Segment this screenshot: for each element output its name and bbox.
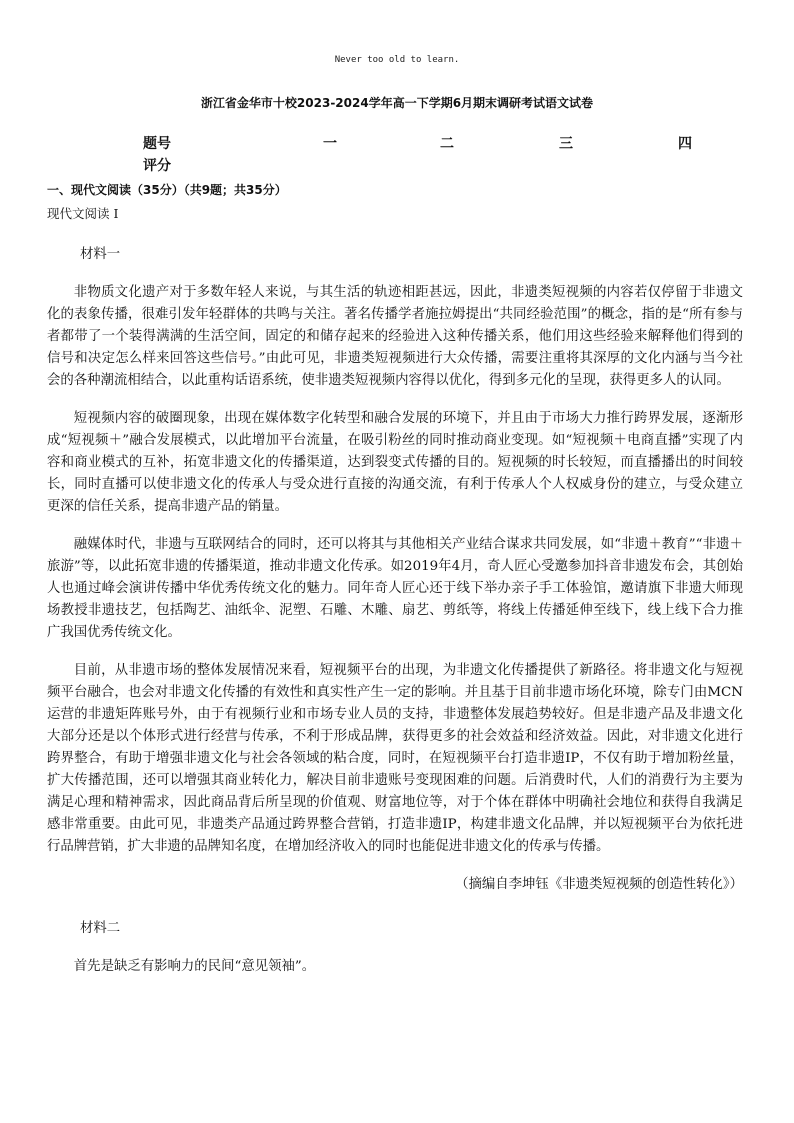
reading-content — [47, 228, 743, 978]
material-2-label: 材料二 — [80, 921, 121, 936]
material-1-label: 材料一 — [80, 247, 121, 262]
page-motto: Never too old to learn. — [334, 55, 460, 65]
question-number-row — [143, 133, 703, 155]
material-1-paragraph: 融媒体时代，非遗与互联网结合的同时，还可以将其与其他相关产业结合谋求共同发展，如“非遗＋教育”“非遗＋旅游”等，以此拓宽非遗的传播渠道，推动非遗文化传承。如2019年4月，奇人匠心受邀参加抖音非遗发布会，其创始人也通过峰会演讲传播中华优秀传统文化的魅力。同年奇人匠心还于线下举办亲子手工体验馆，邀请旗下非遗大师现场教授非遗技艺，包括陶艺、油纸伞、泥塑、石雕、木雕、扇艺、剪纸等，将线上传播延伸至线下，线上线下合力推广我国优秀传统文化。 — [47, 537, 743, 640]
material-1-source: （摘编自李坤钰《非遗类短视频的创造性转化》） — [455, 877, 743, 892]
column-3-label: 三 — [559, 136, 573, 152]
section-subheading: 现代文阅读 I — [47, 206, 119, 221]
score-row — [143, 155, 703, 177]
score-table — [143, 133, 703, 177]
exam-title: 浙江省金华市十校2023-2024学年高一下学期6月期末调研考试语文试卷 — [200, 96, 594, 110]
column-4-label: 四 — [678, 136, 692, 152]
material-1-paragraph: 短视频内容的破圈现象，出现在媒体数字化转型和融合发展的环境下，并且由于市场大力推行跨界发展，逐渐形成“短视频＋”融合发展模式，以此增加平台流量，在吸引粉丝的同时推动商业变现。如“短视频＋电商直播”实现了内容和商业模式的互补，拓宽非遗文化的传播渠道，达到裂变式传播的目的。短视频的时长较短，而直播播出的时间较长，同时直播可以使非遗文化的传承人与受众进行直接的沟通交流，有利于传承人个人权威身份的建立，与受众建立更深的信任关系，提高非遗产品的销量。 — [47, 411, 743, 514]
section-heading: 一、现代文阅读（35分）（共9题；共35分） — [47, 183, 287, 197]
column-2-label: 二 — [440, 136, 454, 152]
material-1-paragraph: 目前，从非遗市场的整体发展情况来看，短视频平台的出现，为非遗文化传播提供了新路径。将非遗文化与短视频平台融合，也会对非遗文化传播的有效性和真实性产生一定的影响。并且基于目前非遗市场化环境，除专门由MCN运营的非遗矩阵账号外，由于有视频行业和市场专业人员的支持，非遗整体发展趋势较好。但是非遗产品及非遗文化大部分还是以个体形式进行经营与传承，不利于形成品牌，获得更多的社会效益和经济效益。因此，对非遗文化进行跨界整合，有助于增强非遗文化与社会各领域的粘合度，同时，在短视频平台打造非遗IP，不仅有助于增加粉丝量，扩大传播范围，还可以增强其商业转化力，解决目前非遗账号变现困难的问题。后消费时代，人们的消费行为主要为满足心理和精神需求，因此商品背后所呈现的价值观、财富地位等，对于个体在群体中明确社会地位和获得自我满足感非常重要。由此可见，非遗类产品通过跨界整合营销，打造非遗IP，构建非遗文化品牌，并以短视频平台为依托进行品牌营销，扩大非遗的品牌知名度，在增加经济收入的同时也能促进非遗文化的传承与传播。 — [47, 663, 743, 854]
material-2-lead-sentence: 首先是缺乏有影响力的民间“意见领袖”。 — [73, 959, 316, 974]
material-1-paragraph: 非物质文化遗产对于多数年轻人来说，与其生活的轨迹相距甚远，因此，非遗类短视频的内容若仅停留于非遗文化的表象传播，很难引发年轻群体的共鸣与关注。著名传播学者施拉姆提出“共同经验范围”的概念，指的是“所有参与者都带了一个装得满满的生活空间，固定的和储存起来的经验进入这种传播关系，他们用这些经验来解释他们得到的信号和决定怎么样来回答这些信号。”由此可见，非遗类短视频进行大众传播，需要注重将其深厚的文化内涵与当今社会的各种潮流相结合，以此重构话语系统，使非遗类短视频内容得以优化，得到多元化的呈现，获得更多人的认同。 — [47, 285, 743, 388]
column-1-label: 一 — [323, 136, 337, 152]
score-label: 评分 — [143, 158, 171, 174]
question-number-label: 题号 — [143, 136, 171, 152]
